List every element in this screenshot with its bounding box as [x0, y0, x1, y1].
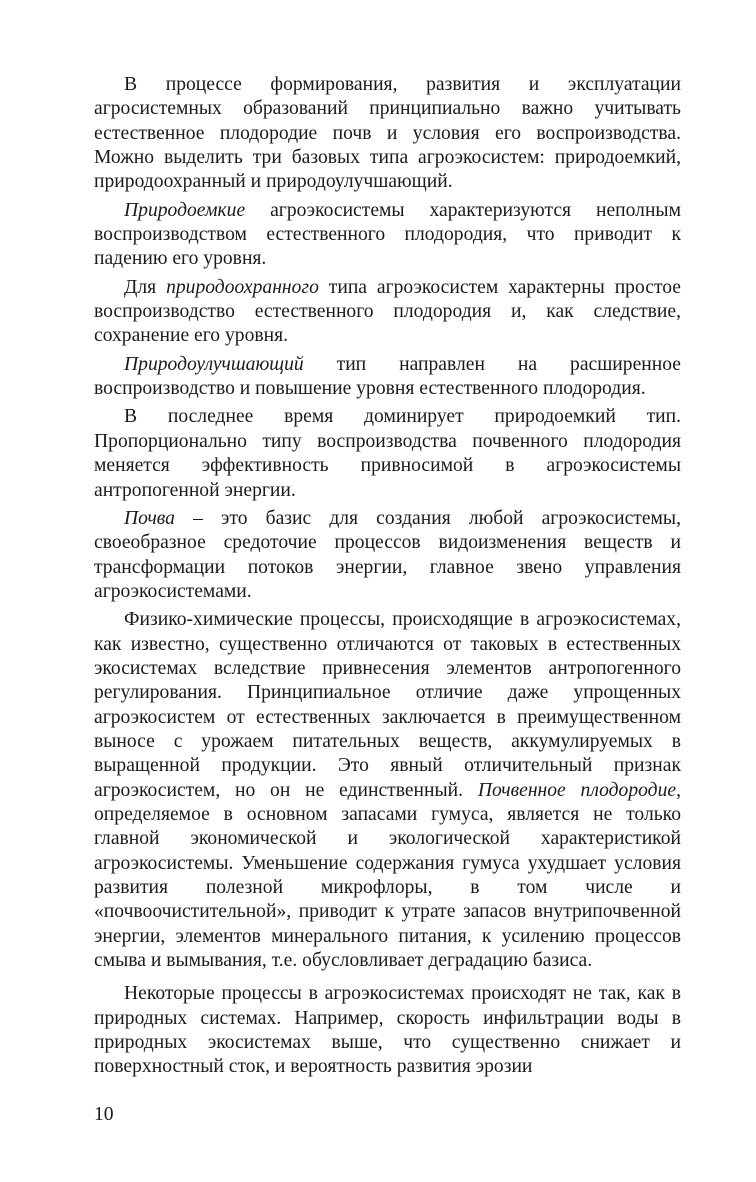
- paragraph-3: [94, 276, 681, 349]
- term-prirodoemkie: Природоемкие: [124, 199, 246, 221]
- term-prirodouluchshayushchiy: Природоулучшающий: [124, 353, 304, 375]
- paragraph-7-text: , определяемое в основном запасами гумуса, является не только главной экономической и экологической характеристикой агроэкосистемы. Уменьшение содержания гумуса ухудшает условия развития полезной микрофлоры, в том числе и «почвоочистительной», приводит к утрате запасов внутрипочвенной энергии, элементов минерального питания, к усилению процессов смыва и вымывания, т.е. обусловливает деградацию базиса.: [94, 779, 681, 972]
- page-number: 10: [94, 1104, 114, 1125]
- paragraph-8: Некоторые процессы в агроэкосистемах происходят не так, как в природных системах. Например, скорость инфильтрации воды в природных экосистемах выше, что существенно снижает и поверхностный сток, и вероятность развития эрозии: [94, 983, 681, 1078]
- page-body: [94, 73, 681, 1084]
- paragraph-3-lead: Для: [124, 276, 167, 298]
- term-prirodookhrannogo: природоохранного: [166, 276, 319, 298]
- paragraph-1: В процессе формирования, развития и эксплуатации агросистемных образований принципиально важно учитывать естественное плодородие почв и условия его воспроизводства. Можно выделить три базовых типа агроэкосистем: природоемкий, природоохранный и природоулучшающий.: [94, 74, 681, 193]
- paragraph-5: В последнее время доминирует природоемкий тип. Пропорционально типу воспроизводства почвенного плодородия меняется эффективность привносимой в агроэкосистемы антропогенной энергии.: [94, 406, 681, 501]
- paragraph-4: [94, 353, 681, 402]
- paragraph-6-text: – это базис для создания любой агроэкосистемы, своеобразное средоточие процессов видоизменения веществ и трансформации потоков энергии, главное звено управления агроэкосистемами.: [94, 507, 681, 602]
- paragraph-7: [94, 608, 681, 973]
- paragraph-2: [94, 199, 681, 272]
- paragraph-6: [94, 507, 681, 604]
- term-pochvennoe-plodorodie: Почвенное плодородие: [477, 779, 677, 801]
- paragraph-3-text: типа агроэкосистем характерны простое воспроизводство естественного плодородия и, как следствие, сохранение его уровня.: [94, 276, 681, 347]
- paragraph-2-text: агроэкосистемы характеризуются неполным воспроизводством естественного плодородия, что приводит к падению его уровня.: [94, 199, 681, 270]
- paragraph-4-text: тип направлен на расширенное воспроизводство и повышение уровня естественного плодородия.: [94, 353, 681, 400]
- paragraph-7-lead: Физико-химические процессы, происходящие в агроэкосистемах, как известно, существенно отличаются от таковых в естественных экосистемах вследствие привнесения элементов антропогенного регулирования. Принципиальное отличие даже упрощенных агроэкосистем от естественных заключается в преимущественном выносе с урожаем питательных веществ, аккумулируемых в выращенной продукции. Это явный отличительный признак агроэкосистем, но он не единственный.: [94, 609, 681, 801]
- term-pochva: Почва: [124, 507, 175, 529]
